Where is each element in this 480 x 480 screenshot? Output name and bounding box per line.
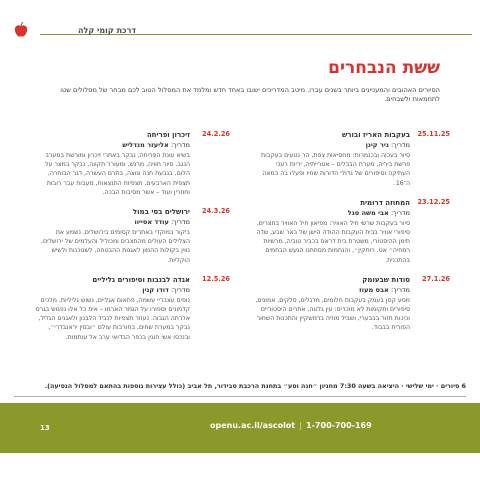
tour-guide: [34, 140, 190, 150]
contact-line: [210, 421, 372, 430]
guide-name: עודד אסייוו: [134, 218, 169, 227]
guide-prefix: מדריך:: [170, 141, 190, 149]
tour-date: 24.2.26: [202, 130, 230, 138]
guide-name: אבי משה סגל: [347, 208, 389, 217]
website-link[interactable]: openu.ac.il/ascolot: [210, 421, 296, 430]
tour-description: סיור בעקבות שרשי חיל האוויר: מפיאון חיל האוויר בחצרים, סיפורי אוויר בבית העקבות ההודה הישן של באר שבע, שדה תימן ההיסטורי, משטרת בית דראס בכביר טוביה, מרשיות רמחיה״ אט. רוחקין״, והנחמות מסחתנו הגעש הבחמים בהתכנית.: [256, 219, 410, 264]
brand-text: דרכת קומי קלה: [78, 26, 137, 35]
tour-guide: [34, 285, 190, 295]
tour-entry: [254, 130, 450, 188]
tour-description: מסע קסן בעמק בעקבות חלומים, מרגלים, סלקים, אמונים, סיפורים ותקומות לא מוכרים: עין גלטה, אתרים היסטוריים וכיכות חזור בבבערי, ושביל מוזיה ברמשקיין והתכנות השחור הפורית בבבוד.: [255, 296, 410, 332]
guide-prefix: מדריך:: [390, 208, 410, 217]
guide-name: אליעזר מנדליש: [122, 141, 169, 149]
tour-description: סיור בעכוה ובכנמרות: מחסיאות צפת, הר נטעים בעקבות פרשת ביריה, מערת הבבלים – אטרייתיה, יריות רעכי העתיקה וסיפורים של גדולי הדורות שחיו ופעלו בה במאה ה־16.: [261, 152, 410, 187]
tour-date: 12.5.26: [202, 274, 230, 283]
tour-description: נופים עצבריי עשמה, פתאום אגליים, נשוש גליליות, מלכים קדמונים וספורו על הגמר הארמו – אית כל אלו נפגוש בגרס אלרתה הגבוה. נעוזר תצפיות לנביד הלבנון ולאגנים הגליל, נבקר במערת שחים, בחורבות עולם ״ובסין יראנבדרי״, ובנכסו אשי חוגין בכפר הבדואי ערב אל עותמות.: [35, 296, 190, 341]
tour-date: 25.11.25: [417, 130, 450, 138]
tour-guide: [254, 208, 410, 218]
tour-date: 27.1.26: [422, 274, 450, 283]
page-title: ששת הנבחרים: [328, 58, 440, 78]
tour-title: ירושלים בסי במול: [132, 208, 190, 217]
guide-prefix: מדריך:: [390, 141, 410, 149]
tour-description: בשיא עונת הפריחה, נבקר באתרי זיכרון ומורשת במערב הנגב. סיור חוויה, מרגש, ומעורר תקווה, נבקר במצר על הלום, בגבעת חנה ונוצה, בתרם העשרה, דגר הבוחרה, תצפית הארבעים, תצפיות התנצאות, מעבות עבר רובות וחוזרין ועוד – אשר מסיבות הבכה.: [45, 152, 190, 196]
divider: [14, 396, 466, 397]
tour-guide: [254, 140, 410, 150]
tours-column-right: [254, 130, 450, 343]
tour-title: זיכרון ופריחה: [146, 131, 190, 139]
tour-title: המחוזה דרומית: [360, 198, 410, 207]
tour-guide: [34, 217, 190, 227]
tour-date: 23.12.25: [417, 197, 450, 206]
tour-guide: [254, 285, 410, 295]
tour-title: בעקבות האריז ובורש: [342, 131, 410, 139]
intro-text: הסיורים האהובים והמעניינים ביותר בשנים עברו. מיטב המדריכים ישובו באחד חדש ומלמד את המסלול הטוב לכם מבחר של מסלולים שטו לתחמאות ולשבחים.: [60, 86, 440, 103]
guide-prefix: מדריך:: [390, 285, 410, 294]
schedule-note: 6 סיורים · ימי שלישי · היציאה בשעה 7:30 מחניון ״חנה וסע״ בתחנת הרכבת סבידור, תל אביב (כולל עצירות נוספות בהתאם למסלול הנסיעה).: [44, 382, 466, 390]
tours-column-left: [34, 130, 230, 352]
tour-entry: [254, 198, 450, 265]
phone-number[interactable]: 1-700-700-169: [306, 421, 372, 430]
tour-date: 24.3.26: [202, 207, 230, 216]
tour-entry: [34, 207, 230, 265]
tour-entry: [254, 275, 450, 333]
guide-prefix: מדריך:: [170, 218, 190, 227]
guide-name: אבס מעוז: [359, 285, 389, 294]
tour-title: סודות שבעומק: [362, 275, 410, 284]
guide-name: ניר קינן: [365, 141, 389, 149]
tour-description: ביקור במוקדי באתרים קסומים בירושלים. נשמע את הצלילים העולים מהחצבים ומכוליל והעלמים של ירושלים, נווין בקולות ההמון לאגנות ההבטחה, לשנוכנות ולשיש הוקליות.: [41, 229, 190, 264]
page-number: 13: [40, 424, 50, 432]
tour-title: אגדה לבנבות וסיפורים גליליים: [92, 275, 190, 284]
separator: |: [299, 421, 303, 430]
tour-entry: [34, 130, 230, 197]
tour-entry: [34, 275, 230, 342]
guide-name: דודו קנין: [142, 285, 169, 294]
guide-prefix: מדריך:: [170, 285, 190, 294]
apple-logo-icon: [14, 22, 28, 38]
